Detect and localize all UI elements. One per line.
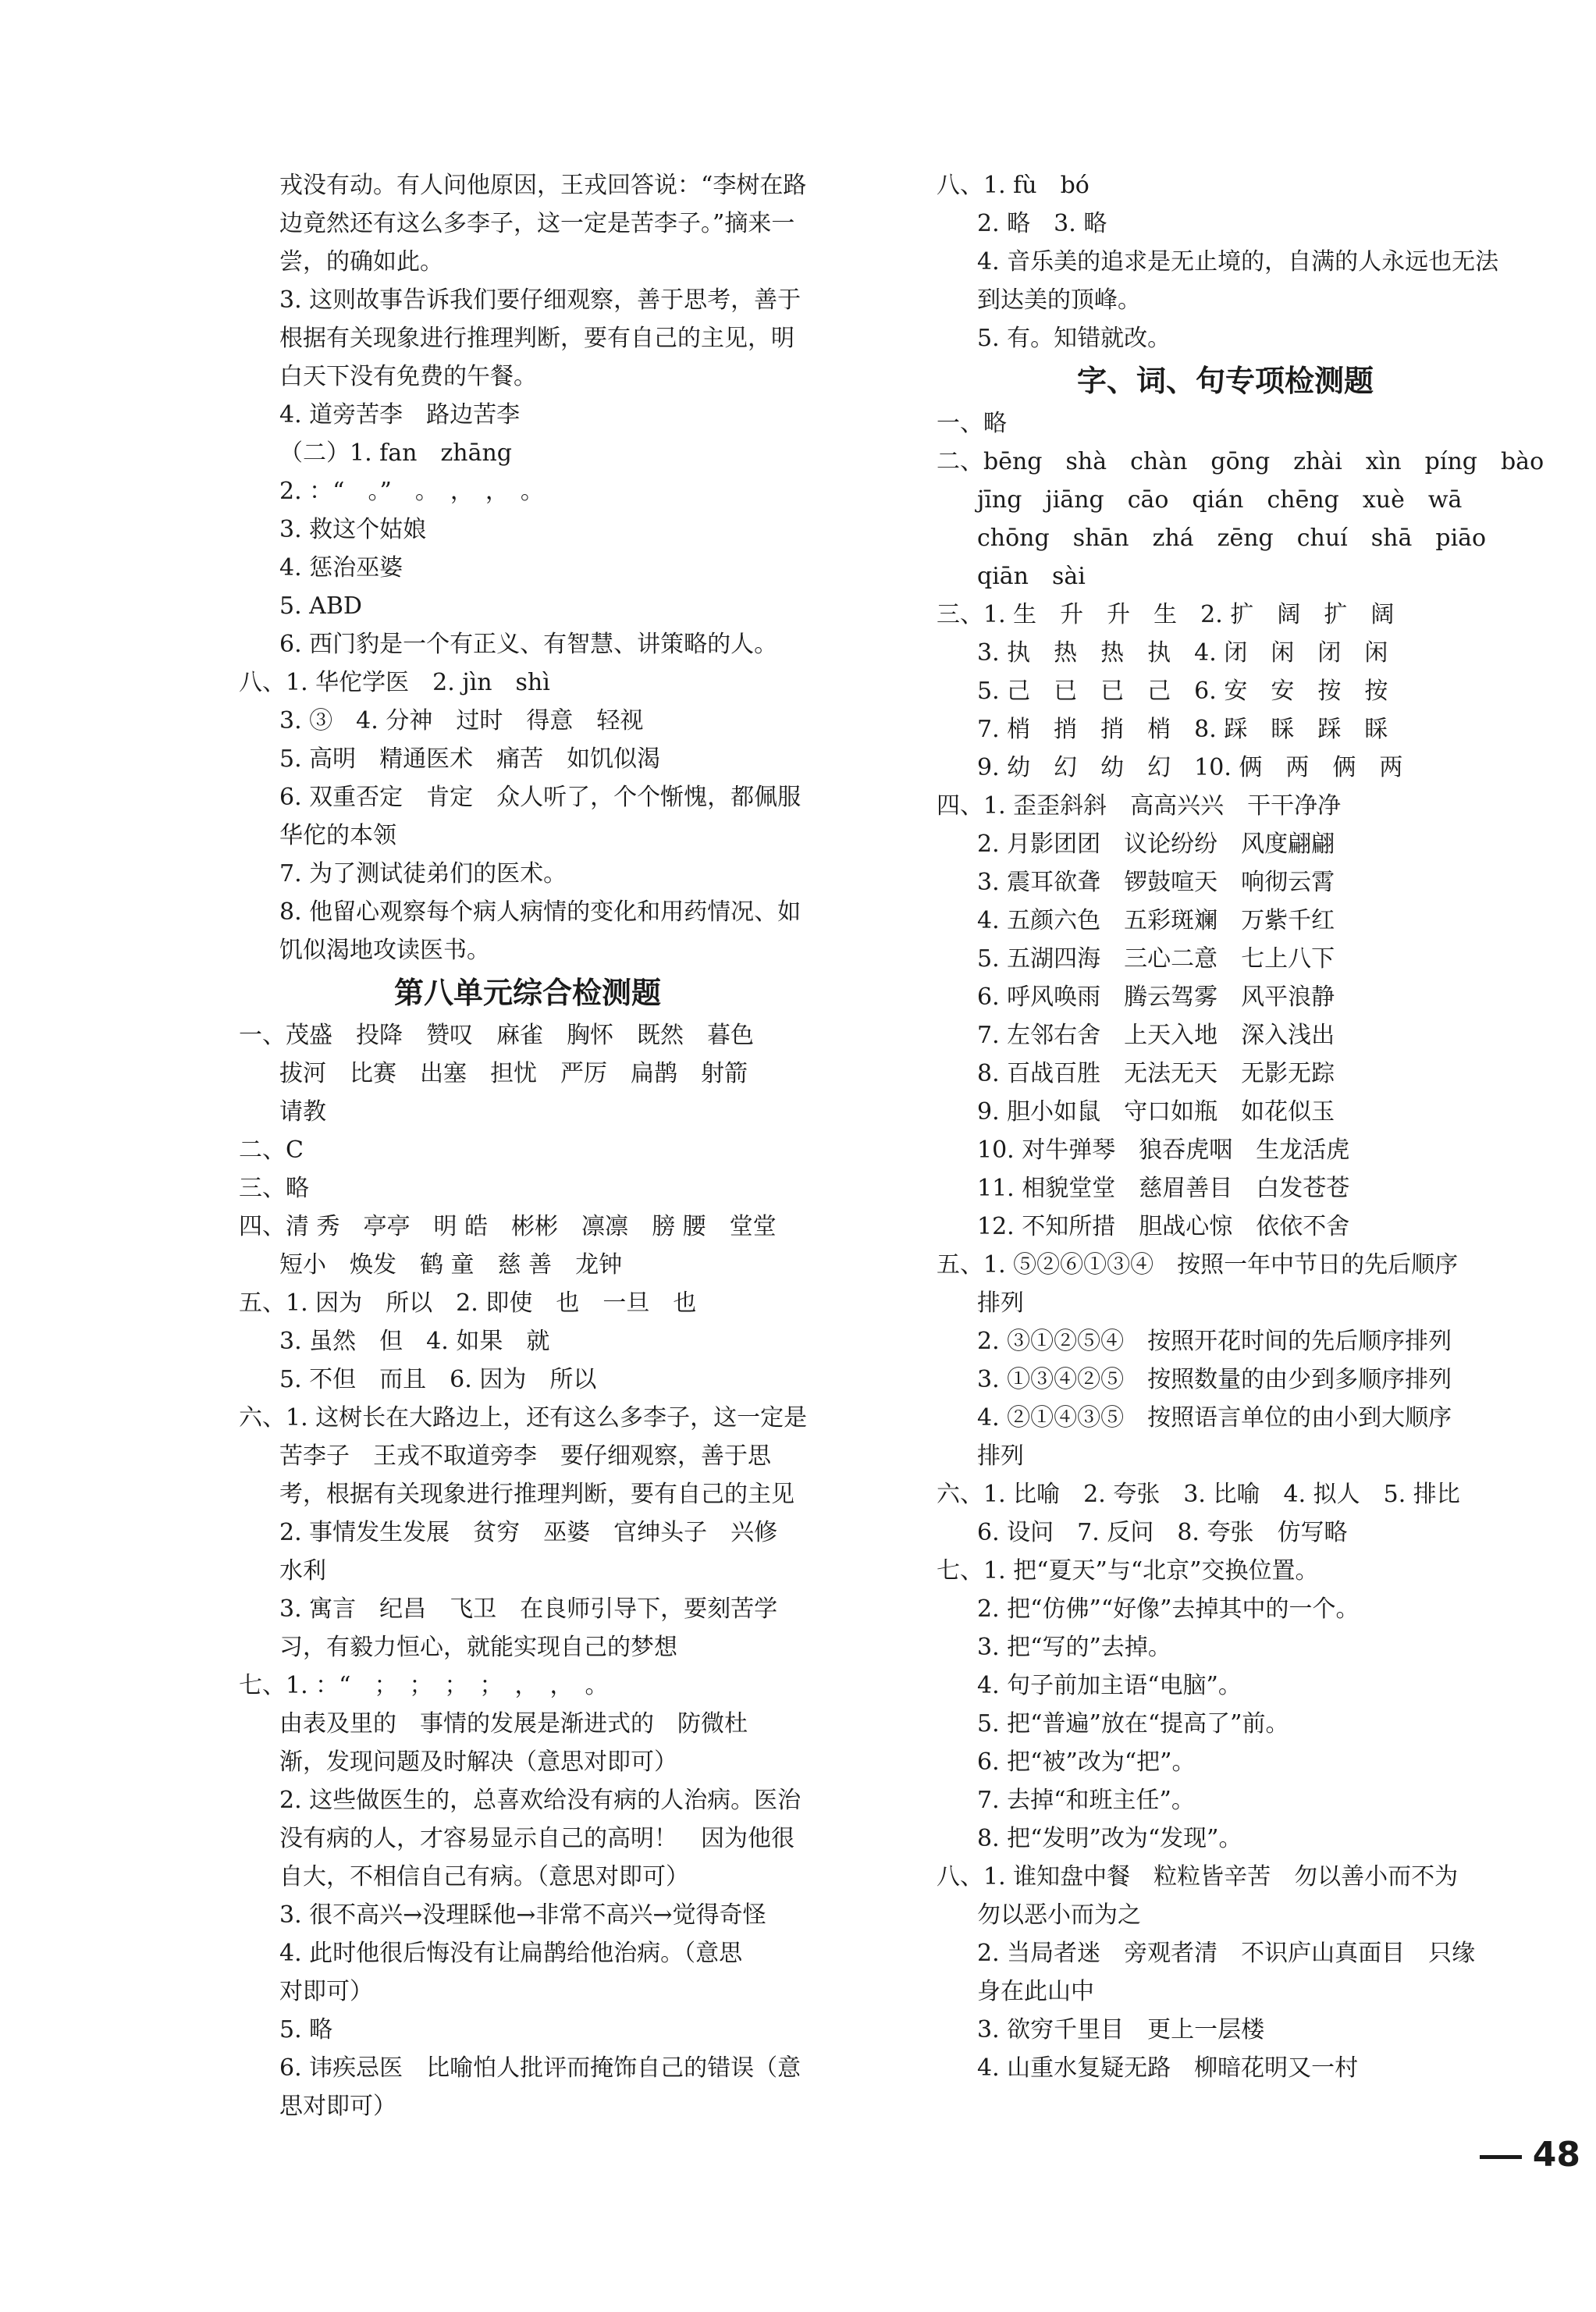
answer-line: 渐，发现问题及时解决（意思对即可） <box>279 1748 677 1776</box>
answer-line: 拔河 比赛 出塞 担忧 严厉 扁鹊 射箭 <box>279 1060 748 1087</box>
answer-line: 短小 焕发 鹤 童 慈 善 龙钟 <box>279 1251 623 1279</box>
answer-line: 根据有关现象进行推理判断，要有自己的主见，明 <box>279 325 794 352</box>
answer-line: 5. 高明 精通医术 痛苦 如饥似渴 <box>279 745 661 773</box>
answer-line: 8. 百战百胜 无法无天 无影无踪 <box>977 1060 1335 1087</box>
answer-line: 考，根据有关现象进行推理判断，要有自己的主见 <box>279 1481 794 1508</box>
answer-line: 习，有毅力恒心，就能实现自己的梦想 <box>279 1634 677 1661</box>
answer-line: 一、略 <box>937 410 1007 437</box>
answer-line: 由表及里的 事情的发展是渐进式的 防微杜 <box>279 1710 748 1738</box>
answer-line: 六、1. 比喻 2. 夸张 3. 比喻 4. 拟人 5. 排比 <box>937 1481 1460 1508</box>
answer-line: 饥似渴地攻读医书。 <box>279 937 490 964</box>
answer-line: 5. 五湖四海 三心二意 七上八下 <box>977 945 1335 973</box>
answer-line: 3. 这则故事告诉我们要仔细观察，善于思考，善于 <box>279 286 802 314</box>
answer-line: 3. 虽然 但 4. 如果 就 <box>279 1328 550 1355</box>
answer-line: 边竟然还有这么多李子，这一定是苦李子。”摘来一 <box>279 210 795 237</box>
answer-line: 5. ABD <box>279 592 362 620</box>
answer-line: 2. 事情发生发展 贫穷 巫婆 官绅头子 兴修 <box>279 1519 778 1546</box>
answer-line: chōng shān zhá zēng chuí shā piāo <box>977 525 1487 552</box>
answer-line: 四、清 秀 亭亭 明 皓 彬彬 凛凛 膀 腰 堂堂 <box>239 1213 777 1240</box>
answer-line: 3. ①③④②⑤ 按照数量的由少到多顺序排列 <box>977 1366 1452 1393</box>
answer-line: 3. 欲穷千里目 更上一层楼 <box>977 2016 1265 2043</box>
answer-line: 2. 把“仿佛”“好像”去掉其中的一个。 <box>977 1595 1360 1623</box>
answer-line: 3. 寓言 纪昌 飞卫 在良师引导下，要刻苦学 <box>279 1595 778 1623</box>
answer-line: 白天下没有免费的午餐。 <box>279 363 537 390</box>
answer-line: （二）1. fan zhāng <box>279 439 513 467</box>
answer-line: 4. 山重水复疑无路 柳暗花明又一村 <box>977 2054 1359 2082</box>
answer-line: 八、1. 华佗学医 2. jìn shì <box>239 669 550 696</box>
answer-line: 3. 把“写的”去掉。 <box>977 1634 1171 1661</box>
answer-line: 4. 惩治巫婆 <box>279 554 403 582</box>
answer-line: 2. ③①②⑤④ 按照开花时间的先后顺序排列 <box>977 1328 1452 1355</box>
answer-line: 三、1. 生 升 升 生 2. 扩 阔 扩 阔 <box>937 601 1395 628</box>
answer-line: 7. 去掉“和班主任”。 <box>977 1787 1195 1814</box>
answer-line: 5. 略 <box>279 2016 333 2043</box>
answer-line: 到达美的顶峰。 <box>977 286 1141 314</box>
answer-line: 七、1. ：“ ； ； ； ； ， ， 。 <box>239 1672 609 1699</box>
answer-line: 2. 月影团团 议论纷纷 风度翩翩 <box>977 831 1335 858</box>
answer-line: 10. 对牛弹琴 狼吞虎咽 生龙活虎 <box>977 1136 1350 1164</box>
answer-line: 2. 当局者迷 旁观者清 不识庐山真面目 只缘 <box>977 1940 1476 1967</box>
answer-line: 对即可） <box>279 1978 373 2005</box>
answer-line: 七、1. 把“夏天”与“北京”交换位置。 <box>937 1557 1319 1585</box>
section-heading: 字、词、句专项检测题 <box>1076 364 1374 398</box>
answer-line: 八、1. 谁知盘中餐 粒粒皆辛苦 勿以善小而不为 <box>937 1863 1459 1891</box>
answer-line: 2. ：“ 。” 。 ， ， 。 <box>279 478 544 505</box>
answer-line: 勿以恶小而为之 <box>977 1901 1141 1929</box>
answer-line: 2. 略 3. 略 <box>977 210 1107 237</box>
answer-line: 8. 他留心观察每个病人病情的变化和用药情况、如 <box>279 898 802 926</box>
answer-line: jīng jiāng cāo qián chēng xuè wā <box>977 486 1463 514</box>
answer-line: 请教 <box>279 1098 326 1126</box>
answer-line: 9. 胆小如鼠 守口如瓶 如花似玉 <box>977 1098 1335 1126</box>
answer-line: 3. ③ 4. 分神 过时 得意 轻视 <box>279 707 644 735</box>
answer-line: 6. 把“被”改为“把”。 <box>977 1748 1196 1776</box>
answer-line: 6. 呼风唤雨 腾云驾雾 风平浪静 <box>977 983 1335 1011</box>
answer-line: 一、茂盛 投降 赞叹 麻雀 胸怀 既然 暮色 <box>239 1022 754 1049</box>
answer-line: 7. 左邻右舍 上天入地 深入浅出 <box>977 1022 1335 1049</box>
answer-line: 7. 为了测试徒弟们的医术。 <box>279 860 567 887</box>
answer-line: 5. 己 已 已 己 6. 安 安 按 按 <box>977 678 1388 705</box>
answer-line: 4. 道旁苦李 路边苦李 <box>279 401 521 429</box>
answer-line: 没有病的人，才容易显示自己的高明！ 因为他很 <box>279 1825 794 1852</box>
answer-line: 五、1. ⑤②⑥①③④ 按照一年中节日的先后顺序 <box>937 1251 1459 1279</box>
answer-line: qiān sài <box>977 563 1086 590</box>
answer-line: 7. 梢 捎 捎 梢 8. 踩 睬 踩 睬 <box>977 716 1388 743</box>
answer-line: 自大，不相信自己有病。（意思对即可） <box>279 1863 689 1891</box>
left-column <box>239 166 816 2125</box>
answer-line: 6. 双重否定 肯定 众人听了，个个惭愧，都佩服 <box>279 784 802 811</box>
answer-line: 6. 设问 7. 反问 8. 夸张 仿写略 <box>977 1519 1348 1546</box>
answer-line: 二、C <box>239 1136 304 1164</box>
answer-line: 排列 <box>977 1442 1024 1470</box>
answer-line: 5. 不但 而且 6. 因为 所以 <box>279 1366 597 1393</box>
answer-line: 3. 震耳欲聋 锣鼓喧天 响彻云霄 <box>977 869 1335 896</box>
answer-line: 四、1. 歪歪斜斜 高高兴兴 干干净净 <box>937 792 1342 820</box>
answer-line: 4. 此时他很后悔没有让扁鹊给他治病。（意思 <box>279 1940 743 1967</box>
page-number-dash <box>1480 2155 1522 2159</box>
answer-line: 6. 讳疾忌医 比喻怕人批评而掩饰自己的错误（意 <box>279 2054 802 2082</box>
answer-line: 三、略 <box>239 1175 309 1202</box>
answer-line: 9. 幼 幻 幼 幻 10. 俩 两 俩 两 <box>977 754 1403 781</box>
answer-line: 12. 不知所措 胆战心惊 依依不舍 <box>977 1213 1350 1240</box>
answer-line: 二、bēng shà chàn gōng zhài xìn píng bào <box>937 448 1544 475</box>
page-number-text: 48 <box>1532 2135 1580 2175</box>
answer-line: 4. 句子前加主语“电脑”。 <box>977 1672 1242 1699</box>
answer-line: 4. 音乐美的追求是无止境的，自满的人永远也无法 <box>977 248 1499 276</box>
answer-line: 排列 <box>977 1289 1024 1317</box>
answer-line: 5. 有。知错就改。 <box>977 325 1171 352</box>
answer-line: 水利 <box>279 1557 326 1585</box>
right-column <box>937 166 1544 2087</box>
answer-line: 5. 把“普遍”放在“提高了”前。 <box>977 1710 1289 1738</box>
answer-line: 身在此山中 <box>977 1978 1094 2005</box>
answer-line: 华佗的本领 <box>279 822 396 849</box>
answer-line: 3. 执 热 热 执 4. 闭 闲 闭 闲 <box>977 639 1388 667</box>
answer-line: 2. 这些做医生的，总喜欢给没有病的人治病。医治 <box>279 1787 802 1814</box>
answer-line: 思对即可） <box>279 2093 396 2120</box>
section-heading: 第八单元综合检测题 <box>393 976 661 1010</box>
answer-line: 六、1. 这树长在大路边上，还有这么多李子，这一定是 <box>239 1404 808 1432</box>
answer-line: 3. 很不高兴→没理睬他→非常不高兴→觉得奇怪 <box>279 1901 766 1929</box>
answer-line: 戎没有动。有人问他原因，王戎回答说：“李树在路 <box>279 172 807 199</box>
answer-line: 八、1. fù bó <box>937 172 1089 199</box>
answer-line: 6. 西门豹是一个有正义、有智慧、讲策略的人。 <box>279 631 778 658</box>
answer-line: 五、1. 因为 所以 2. 即使 也 一旦 也 <box>239 1289 697 1317</box>
answer-line: 尝，的确如此。 <box>279 248 443 276</box>
answer-line: 3. 救这个姑娘 <box>279 516 427 543</box>
page-number <box>1480 2135 1580 2175</box>
answer-line: 4. ②①④③⑤ 按照语言单位的由小到大顺序 <box>977 1404 1452 1432</box>
answer-line: 4. 五颜六色 五彩斑斓 万紫千红 <box>977 907 1335 934</box>
answer-line: 苦李子 王戎不取道旁李 要仔细观察，善于思 <box>279 1442 771 1470</box>
answer-line: 8. 把“发明”改为“发现”。 <box>977 1825 1242 1852</box>
answer-line: 11. 相貌堂堂 慈眉善目 白发苍苍 <box>977 1175 1350 1202</box>
